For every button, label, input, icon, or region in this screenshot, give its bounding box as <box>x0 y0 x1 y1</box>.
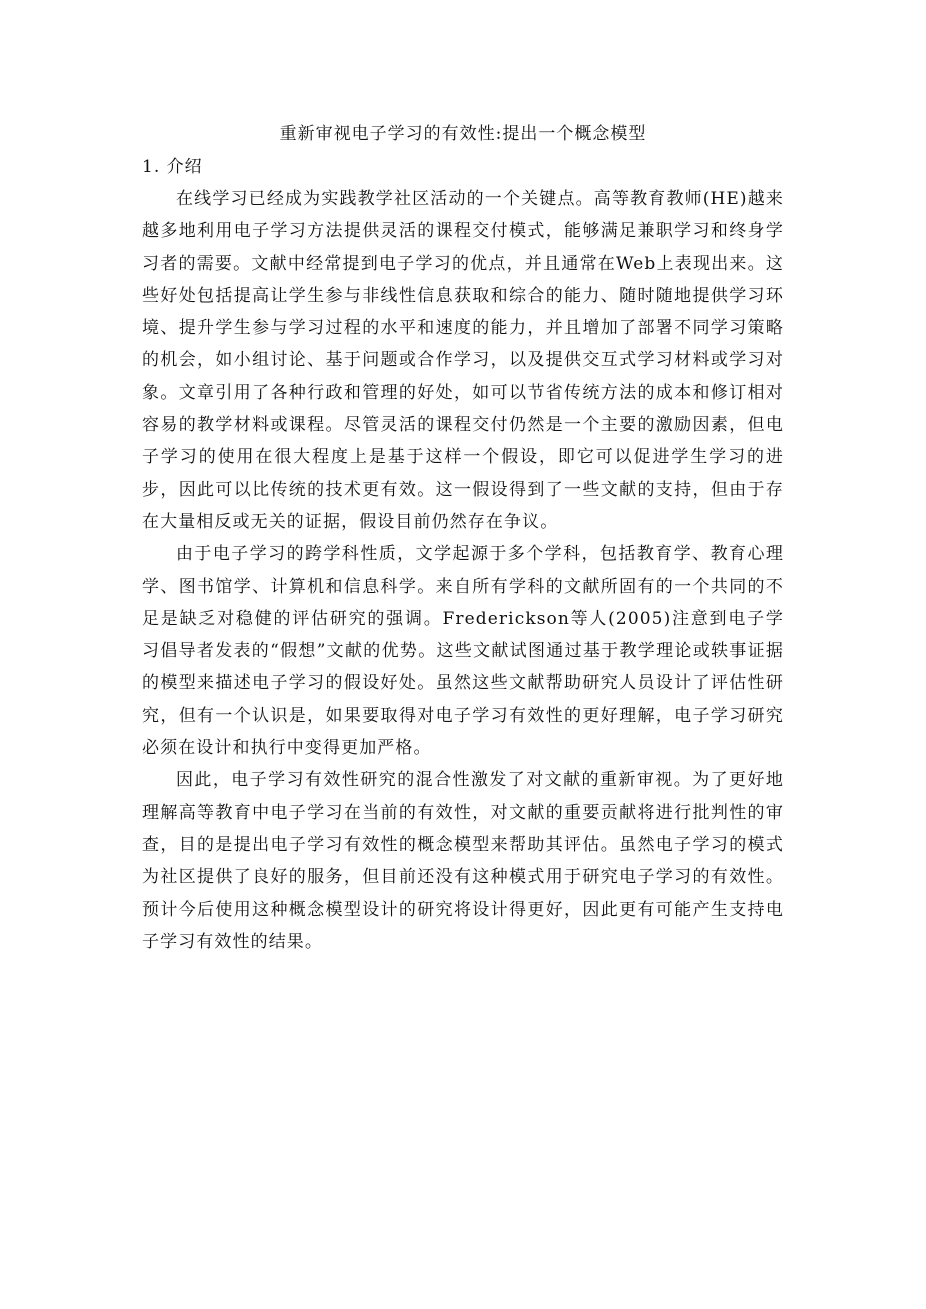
paragraph-2: 由于电子学习的跨学科性质，文学起源于多个学科，包括教育学、教育心理学、图书馆学、计算机和信息科学。来自所有学科的文献所固有的一个共同的不足是缺乏对稳健的评估研究的强调。Frederickson等人(2005)注意到电子学习倡导者发表的“假想”文献的优势。这些文献试图通过基于教学理论或轶事证据的模型来描述电子学习的假设好处。虽然这些文献帮助研究人员设计了评估性研究，但有一个认识是，如果要取得对电子学习有效性的更好理解，电子学习研究必须在设计和执行中变得更加严格。 <box>142 544 784 759</box>
document-title: 重新审视电子学习的有效性:提出一个概念模型 <box>279 124 647 144</box>
document-body <box>142 117 784 958</box>
paragraph-3: 因此，电子学习有效性研究的混合性激发了对文献的重新审视。为了更好地理解高等教育中电子学习在当前的有效性，对文献的重要贡献将进行批判性的审查，目的是提出电子学习有效性的概念模型来帮助其评估。虽然电子学习的模式为社区提供了良好的服务，但目前还没有这种模式用于研究电子学习的有效性。预计今后使用这种概念模型设计的研究将设计得更好，因此更有可能产生支持电子学习有效性的结果。 <box>142 770 784 952</box>
section-heading: 1. 介绍 <box>142 157 203 177</box>
paragraph-1: 在线学习已经成为实践教学社区活动的一个关键点。高等教育教师(HE)越来越多地利用电子学习方法提供灵活的课程交付模式，能够满足兼职学习和终身学习者的需要。文献中经常提到电子学习的优点，并且通常在Web上表现出来。这些好处包括提高让学生参与非线性信息获取和综合的能力、随时随地提供学习环境、提升学生参与学习过程的水平和速度的能力，并且增加了部署不同学习策略的机会，如小组讨论、基于问题或合作学习，以及提供交互式学习材料或学习对象。文章引用了各种行政和管理的好处，如可以节省传统方法的成本和修订相对容易的教学材料或课程。尽管灵活的课程交付仍然是一个主要的激励因素，但电子学习的使用在很大程度上是基于这样一个假设，即它可以促进学生学习的进步，因此可以比传统的技术更有效。这一假设得到了一些文献的支持，但由于存在大量相反或无关的证据，假设目前仍然存在争议。 <box>142 189 784 532</box>
